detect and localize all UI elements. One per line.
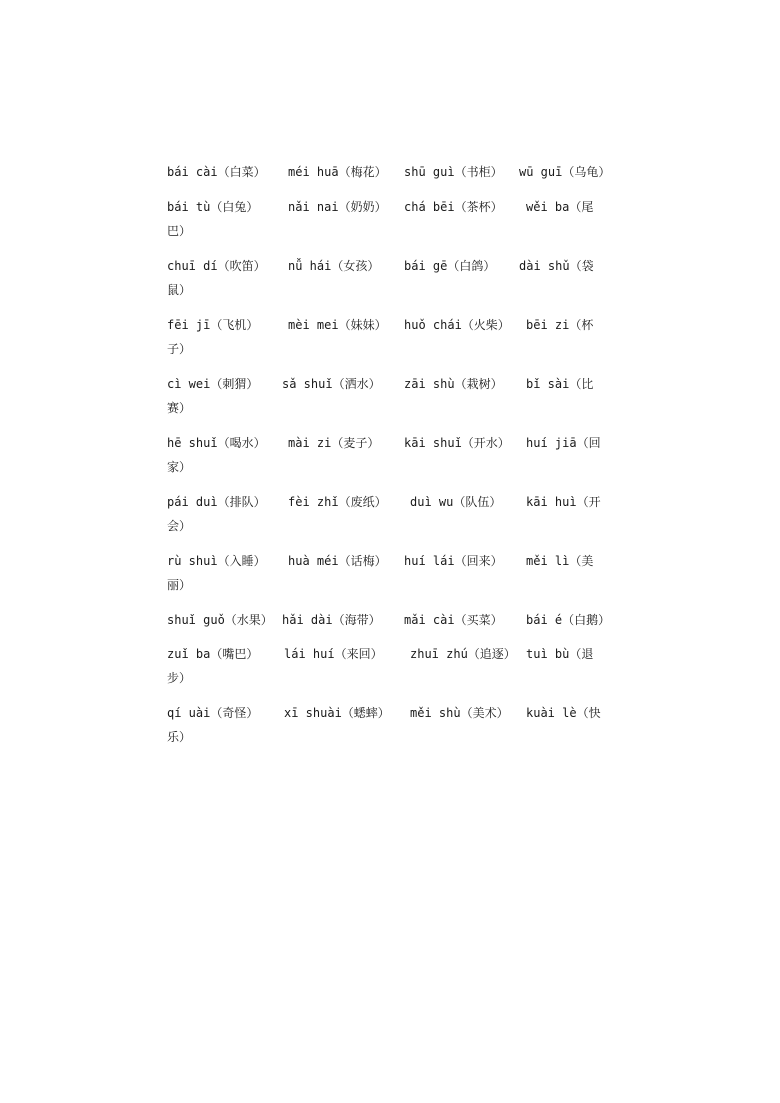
wrapped-text: 赛） [167,401,192,415]
pinyin-word: fēi jī（飞机） [167,318,259,332]
pinyin-word: bái é（白鹅） [526,613,611,627]
pinyin-word: měi lì（美 [526,554,594,568]
pinyin-word: bái cài（白菜） [167,165,266,179]
wrapped-text: 会） [167,519,192,533]
wrapped-text: 乐） [167,730,192,744]
pinyin-word: huǒ chái（火柴） [404,318,510,332]
pinyin-word: huí jiā（回 [526,436,601,450]
word-row [0,374,780,415]
pinyin-word: sǎ shuǐ（洒水） [282,377,381,391]
pinyin-word: tuì bù（退 [526,647,594,661]
pinyin-word: bái gē（白鸽） [404,259,496,273]
pinyin-word: měi shù（美术） [410,706,509,720]
wrapped-text: 丽） [167,578,192,592]
word-row [0,256,780,297]
pinyin-word: wěi ba（尾 [526,200,594,214]
pinyin-word: nǎi nai（奶奶） [288,200,387,214]
pinyin-word: dài shǔ（袋 [519,259,594,273]
pinyin-word: mǎi cài（买菜） [404,613,503,627]
pinyin-word: kāi shuǐ（开水） [404,436,510,450]
pinyin-word: qí uài（奇怪） [167,706,259,720]
pinyin-word: rù shuì（入睡） [167,554,266,568]
pinyin-word: zuǐ ba（嘴巴） [167,647,259,661]
pinyin-word: pái duì（排队） [167,495,266,509]
pinyin-word: shū guì（书柜） [404,165,503,179]
pinyin-word: huà méi（话梅） [288,554,387,568]
pinyin-word: bēi zi（杯 [526,318,594,332]
pinyin-word: hǎi dài（海带） [282,613,381,627]
word-row [0,644,780,685]
pinyin-word: bǐ sài（比 [526,377,594,391]
pinyin-word: méi huā（梅花） [288,165,387,179]
pinyin-word: wū guī（乌龟） [519,165,611,179]
pinyin-word: huí lái（回来） [404,554,503,568]
pinyin-word: xī shuài（蟋蟀） [284,706,390,720]
pinyin-word: zāi shù（栽树） [404,377,503,391]
word-row [0,162,780,182]
word-row [0,315,780,356]
word-row [0,551,780,592]
pinyin-word: kāi huì（开 [526,495,601,509]
pinyin-word: duì wu（队伍） [410,495,502,509]
pinyin-word: bái tù（白兔） [167,200,259,214]
word-row [0,433,780,474]
word-row [0,492,780,533]
wrapped-text: 巴） [167,224,192,238]
pinyin-word: zhuī zhú（追逐） [410,647,516,661]
pinyin-word: chuī dí（吹笛） [167,259,266,273]
pinyin-word: nǚ hái（女孩） [288,259,380,273]
pinyin-word: lái huí（来回） [284,647,383,661]
word-row [0,703,780,744]
pinyin-word: hē shuǐ（喝水） [167,436,266,450]
pinyin-word: mèi mei（妹妹） [288,318,387,332]
pinyin-word: chá bēi（茶杯） [404,200,503,214]
wrapped-text: 子） [167,342,192,356]
pinyin-word: kuài lè（快 [526,706,601,720]
wrapped-text: 家） [167,460,192,474]
pinyin-word: shuǐ guǒ（水果） [167,613,273,627]
pinyin-word: cì wei（刺猬） [167,377,259,391]
pinyin-word: fèi zhǐ（废纸） [288,495,387,509]
wrapped-text: 步） [167,671,192,685]
wrapped-text: 鼠） [167,283,192,297]
word-row [0,610,780,630]
pinyin-word: mài zi（麦子） [288,436,380,450]
word-row [0,197,780,238]
